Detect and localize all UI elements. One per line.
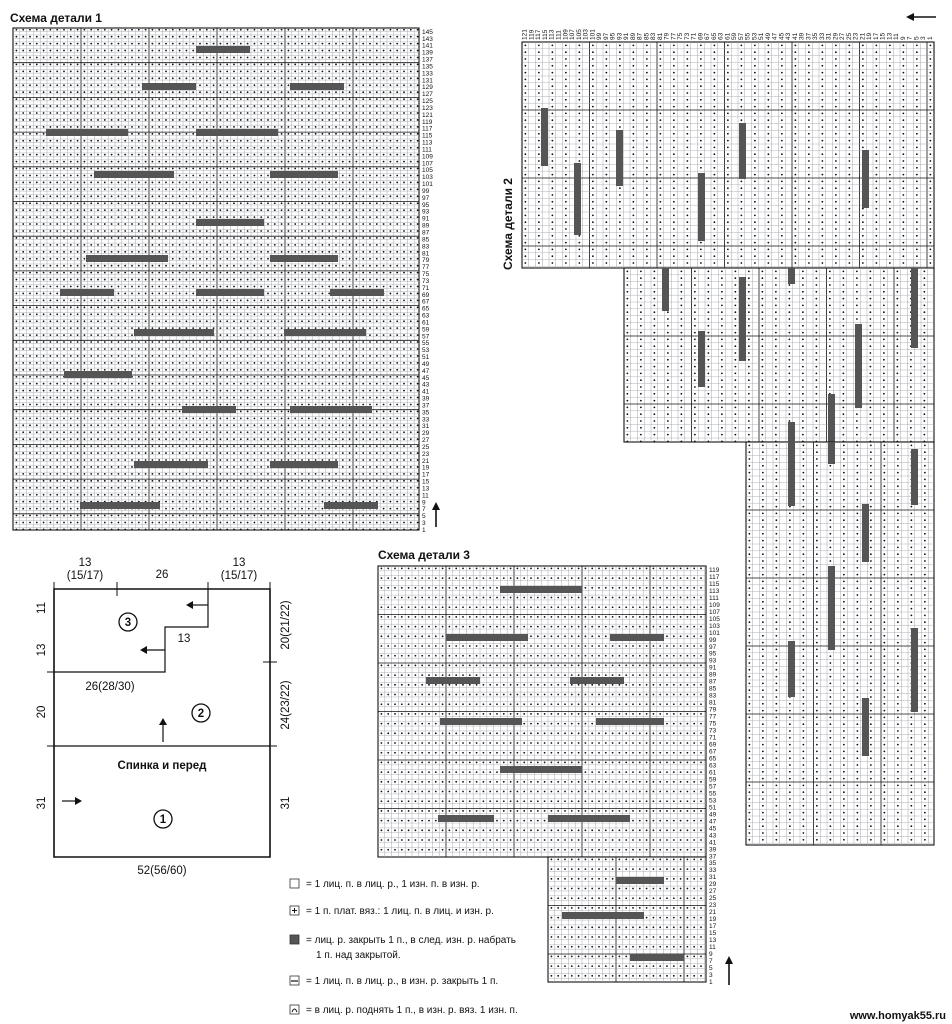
dim-right-middle: 24(23/22) bbox=[280, 680, 292, 730]
row-number: 89 bbox=[422, 222, 430, 230]
row-number: 77 bbox=[422, 264, 430, 272]
chart-3-grid bbox=[378, 566, 706, 982]
buttonhole-bar bbox=[196, 289, 264, 296]
row-number: 69 bbox=[709, 741, 717, 749]
row-number: 119 bbox=[709, 566, 720, 574]
row-number: 105 bbox=[709, 615, 720, 623]
buttonhole-bar bbox=[500, 766, 582, 773]
row-number: 7 bbox=[709, 958, 713, 966]
row-number: 107 bbox=[709, 608, 720, 616]
legend-item-3: = лиц. р. закрыть 1 п., в след. изн. р. набрать bbox=[306, 935, 516, 946]
buttonhole-bar bbox=[541, 108, 548, 166]
column-number: 117 bbox=[535, 29, 543, 40]
dim-left-top: 11 bbox=[36, 602, 48, 614]
part-1-number: 1 bbox=[159, 814, 167, 826]
row-number: 11 bbox=[422, 492, 429, 500]
column-number: 55 bbox=[744, 32, 752, 40]
row-number: 113 bbox=[422, 139, 433, 147]
buttonhole-bar bbox=[182, 406, 236, 413]
row-number: 9 bbox=[709, 951, 713, 959]
buttonhole-bar bbox=[739, 277, 746, 361]
buttonhole-bar bbox=[862, 504, 869, 562]
buttonhole-bar bbox=[911, 449, 918, 505]
row-number: 95 bbox=[709, 650, 717, 658]
buttonhole-bar bbox=[698, 173, 705, 241]
row-number: 23 bbox=[709, 902, 717, 910]
row-number: 21 bbox=[422, 457, 430, 465]
row-number: 27 bbox=[709, 888, 717, 896]
part-2-number: 2 bbox=[197, 708, 205, 720]
column-number: 11 bbox=[893, 33, 901, 40]
row-number: 105 bbox=[422, 167, 433, 175]
row-number: 55 bbox=[422, 340, 430, 348]
column-number: 113 bbox=[548, 29, 556, 40]
buttonhole-bar bbox=[862, 698, 869, 756]
chart-2-column-numbers bbox=[522, 29, 934, 40]
row-number: 53 bbox=[422, 347, 430, 355]
column-number: 65 bbox=[710, 32, 718, 40]
row-number: 55 bbox=[709, 790, 717, 798]
row-number: 9 bbox=[422, 499, 426, 507]
row-number: 111 bbox=[422, 146, 432, 154]
row-number: 119 bbox=[422, 118, 433, 126]
row-number: 39 bbox=[709, 846, 717, 854]
column-number: 15 bbox=[879, 32, 887, 40]
row-number: 121 bbox=[422, 111, 433, 119]
row-number: 133 bbox=[422, 70, 433, 78]
column-number: 63 bbox=[717, 32, 725, 40]
row-number: 135 bbox=[422, 63, 433, 71]
row-number: 29 bbox=[422, 430, 430, 438]
column-number: 93 bbox=[616, 32, 624, 40]
row-number: 101 bbox=[422, 181, 433, 189]
column-number: 79 bbox=[663, 32, 671, 40]
row-number: 43 bbox=[709, 832, 717, 840]
column-number: 47 bbox=[771, 32, 779, 40]
row-number: 15 bbox=[709, 930, 717, 938]
row-number: 5 bbox=[709, 964, 713, 972]
column-number: 7 bbox=[906, 36, 914, 40]
buttonhole-bar bbox=[290, 406, 372, 413]
buttonhole-bar bbox=[828, 566, 835, 650]
column-number: 43 bbox=[785, 32, 793, 40]
buttonhole-bar bbox=[548, 815, 630, 822]
row-number: 21 bbox=[709, 909, 717, 917]
row-number: 45 bbox=[709, 825, 717, 833]
column-number: 29 bbox=[832, 32, 840, 40]
dim-right-bottom: 31 bbox=[280, 796, 292, 810]
buttonhole-bar bbox=[134, 461, 208, 468]
row-number: 63 bbox=[709, 762, 717, 770]
row-number: 5 bbox=[422, 513, 426, 521]
row-number: 71 bbox=[709, 734, 717, 742]
row-number: 67 bbox=[709, 748, 717, 756]
column-number: 35 bbox=[812, 32, 820, 40]
row-number: 31 bbox=[709, 874, 717, 882]
row-number: 65 bbox=[709, 755, 717, 763]
column-number: 111 bbox=[555, 30, 563, 40]
column-number: 83 bbox=[650, 32, 658, 40]
dim-top-right: 13 bbox=[232, 557, 246, 569]
row-number: 7 bbox=[422, 506, 426, 514]
buttonhole-bar bbox=[788, 641, 795, 697]
buttonhole-bar bbox=[64, 371, 132, 378]
column-number: 49 bbox=[764, 32, 772, 40]
row-number: 143 bbox=[422, 35, 433, 43]
row-number: 13 bbox=[709, 937, 717, 945]
row-number: 113 bbox=[709, 587, 720, 595]
column-number: 95 bbox=[609, 32, 617, 40]
row-number: 93 bbox=[709, 657, 717, 665]
legend-knit-purl-icon bbox=[290, 879, 299, 888]
buttonhole-bar bbox=[270, 171, 338, 178]
buttonhole-bar bbox=[196, 129, 278, 136]
dim-inner-step: 13 bbox=[177, 633, 191, 645]
dim-right-top: 20(21/22) bbox=[280, 600, 292, 650]
column-number: 73 bbox=[683, 32, 691, 40]
buttonhole-bar bbox=[788, 422, 795, 506]
row-number: 85 bbox=[422, 236, 430, 244]
row-number: 71 bbox=[422, 284, 430, 292]
row-number: 95 bbox=[422, 201, 430, 209]
legend-item-5: = в лиц. р. поднять 1 п., в изн. р. вяз. 1 изн. п. bbox=[306, 1005, 518, 1016]
chart-1-direction-arrow-icon bbox=[432, 502, 440, 527]
buttonhole-bar bbox=[142, 83, 196, 90]
column-number: 23 bbox=[852, 32, 860, 40]
buttonhole-bar bbox=[662, 268, 669, 311]
chart-2-direction-arrow-icon bbox=[906, 13, 936, 21]
buttonhole-bar bbox=[698, 331, 705, 387]
column-number: 105 bbox=[575, 29, 583, 40]
buttonhole-bar bbox=[862, 150, 869, 208]
row-number: 15 bbox=[422, 478, 430, 486]
column-number: 3 bbox=[920, 36, 928, 40]
buttonhole-bar bbox=[574, 163, 581, 235]
row-number: 51 bbox=[709, 804, 717, 812]
row-number: 129 bbox=[422, 84, 433, 92]
row-number: 41 bbox=[422, 388, 430, 396]
column-number: 33 bbox=[818, 32, 826, 40]
row-number: 83 bbox=[709, 692, 717, 700]
row-number: 25 bbox=[709, 895, 717, 903]
buttonhole-bar bbox=[270, 461, 338, 468]
row-number: 111 bbox=[709, 594, 719, 602]
row-number: 83 bbox=[422, 243, 430, 251]
column-number: 69 bbox=[697, 32, 705, 40]
row-number: 97 bbox=[709, 643, 717, 651]
column-number: 13 bbox=[886, 32, 894, 40]
row-number: 63 bbox=[422, 312, 430, 320]
chart-3-row-numbers bbox=[709, 567, 720, 986]
column-number: 51 bbox=[758, 32, 766, 40]
column-number: 41 bbox=[791, 32, 799, 40]
column-number: 71 bbox=[690, 32, 698, 40]
column-number: 109 bbox=[562, 29, 570, 40]
buttonhole-bar bbox=[446, 634, 528, 641]
dim-left-middle: 13 bbox=[36, 643, 48, 657]
dim-top-middle: 26 bbox=[155, 569, 169, 581]
buttonhole-bar bbox=[324, 502, 378, 509]
row-number: 117 bbox=[422, 125, 433, 133]
row-number: 139 bbox=[422, 49, 433, 57]
row-number: 73 bbox=[422, 277, 430, 285]
buttonhole-bar bbox=[828, 394, 835, 442]
column-number: 37 bbox=[805, 32, 813, 40]
row-number: 91 bbox=[709, 664, 717, 672]
row-number: 109 bbox=[709, 601, 720, 609]
dim-left-bottom: 31 bbox=[36, 796, 48, 810]
row-number: 43 bbox=[422, 381, 430, 389]
row-number: 103 bbox=[422, 174, 433, 182]
column-number: 17 bbox=[872, 32, 880, 40]
chart-1-row-numbers bbox=[422, 29, 433, 534]
buttonhole-bar bbox=[426, 677, 480, 684]
column-number: 45 bbox=[778, 32, 786, 40]
column-number: 101 bbox=[589, 29, 597, 40]
column-number: 115 bbox=[541, 29, 549, 40]
row-number: 39 bbox=[422, 395, 430, 403]
legend-item-3-continued: 1 п. над закрытой. bbox=[316, 950, 401, 961]
row-number: 35 bbox=[709, 860, 717, 868]
row-number: 137 bbox=[422, 56, 433, 64]
buttonhole-bar bbox=[610, 634, 664, 641]
row-number: 49 bbox=[422, 360, 430, 368]
buttonhole-bar bbox=[562, 912, 644, 919]
row-number: 101 bbox=[709, 629, 720, 637]
schema-arrowheads bbox=[75, 601, 193, 805]
buttonhole-bar bbox=[196, 46, 250, 53]
legend bbox=[290, 879, 518, 1016]
column-number: 67 bbox=[704, 32, 712, 40]
row-number: 51 bbox=[422, 354, 430, 362]
row-number: 81 bbox=[422, 250, 430, 258]
row-number: 23 bbox=[422, 450, 430, 458]
column-number: 5 bbox=[913, 36, 921, 40]
row-number: 3 bbox=[709, 971, 713, 979]
dim-bottom: 52(56/60) bbox=[137, 865, 187, 877]
row-number: 73 bbox=[709, 727, 717, 735]
row-number: 103 bbox=[709, 622, 720, 630]
row-number: 27 bbox=[422, 437, 430, 445]
dim-top-right-sizes: (15/17) bbox=[220, 570, 258, 582]
column-number: 57 bbox=[737, 32, 745, 40]
row-number: 125 bbox=[422, 98, 433, 106]
chart-1-title: Схема детали 1 bbox=[10, 11, 102, 25]
column-number: 1 bbox=[926, 36, 934, 40]
row-number: 75 bbox=[422, 271, 430, 279]
dim-inner-width: 26(28/30) bbox=[85, 681, 135, 693]
column-number: 19 bbox=[866, 32, 874, 40]
buttonhole-bar bbox=[80, 502, 160, 509]
column-number: 89 bbox=[629, 32, 637, 40]
row-number: 53 bbox=[709, 797, 717, 805]
buttonhole-bar bbox=[596, 718, 664, 725]
row-number: 59 bbox=[422, 326, 430, 334]
row-number: 45 bbox=[422, 374, 430, 382]
buttonhole-bar bbox=[570, 677, 624, 684]
row-number: 107 bbox=[422, 160, 433, 168]
row-number: 75 bbox=[709, 720, 717, 728]
row-number: 65 bbox=[422, 305, 430, 313]
buttonhole-bar bbox=[94, 171, 174, 178]
row-number: 91 bbox=[422, 215, 430, 223]
buttonhole-bar bbox=[630, 954, 684, 961]
column-number: 31 bbox=[825, 32, 833, 40]
row-number: 61 bbox=[422, 319, 430, 327]
row-number: 25 bbox=[422, 443, 430, 451]
part-3-number: 3 bbox=[124, 617, 132, 629]
row-number: 3 bbox=[422, 520, 426, 528]
buttonhole-bar bbox=[739, 123, 746, 179]
column-number: 53 bbox=[751, 32, 759, 40]
row-number: 141 bbox=[422, 42, 433, 50]
column-number: 121 bbox=[521, 29, 529, 40]
buttonhole-bar bbox=[616, 130, 623, 186]
column-number: 59 bbox=[731, 32, 739, 40]
row-number: 61 bbox=[709, 769, 717, 777]
row-number: 19 bbox=[709, 916, 717, 924]
column-number: 61 bbox=[724, 32, 732, 40]
chart-2-title: Схема детали 2 bbox=[501, 178, 515, 270]
row-number: 79 bbox=[422, 257, 430, 265]
legend-twisted-stitch-icon bbox=[290, 906, 299, 915]
row-number: 89 bbox=[709, 671, 717, 679]
row-number: 13 bbox=[422, 485, 430, 493]
row-number: 49 bbox=[709, 811, 717, 819]
buttonhole-bar bbox=[196, 219, 264, 226]
row-number: 77 bbox=[709, 713, 717, 721]
row-number: 17 bbox=[709, 923, 717, 931]
column-number: 25 bbox=[845, 32, 853, 40]
buttonhole-bar bbox=[855, 324, 862, 408]
row-number: 93 bbox=[422, 208, 430, 216]
row-number: 31 bbox=[422, 423, 430, 431]
row-number: 109 bbox=[422, 153, 433, 161]
row-number: 69 bbox=[422, 291, 430, 299]
row-number: 145 bbox=[422, 28, 433, 36]
dim-top-left: 13 bbox=[78, 557, 92, 569]
row-number: 117 bbox=[709, 573, 720, 581]
row-number: 37 bbox=[709, 853, 717, 861]
row-number: 57 bbox=[709, 783, 717, 791]
column-number: 27 bbox=[839, 32, 847, 40]
row-number: 47 bbox=[709, 818, 717, 826]
buttonhole-bar bbox=[438, 815, 494, 822]
column-number: 87 bbox=[636, 32, 644, 40]
row-number: 33 bbox=[709, 867, 717, 875]
legend-bind-off-icon bbox=[290, 976, 299, 985]
schema-dimensions bbox=[36, 557, 292, 877]
buttonhole-bar bbox=[284, 329, 366, 336]
buttonhole-bar bbox=[500, 586, 582, 593]
dim-top-left-sizes: (15/17) bbox=[66, 570, 104, 582]
buttonhole-bar bbox=[60, 289, 114, 296]
row-number: 87 bbox=[709, 678, 717, 686]
row-number: 35 bbox=[422, 409, 430, 417]
column-number: 119 bbox=[528, 29, 536, 40]
row-number: 1 bbox=[709, 978, 713, 986]
legend-pick-up-icon bbox=[290, 1005, 299, 1014]
row-number: 41 bbox=[709, 839, 717, 847]
column-number: 85 bbox=[643, 32, 651, 40]
buttonhole-bar bbox=[86, 255, 168, 262]
row-number: 59 bbox=[709, 776, 717, 784]
row-number: 115 bbox=[422, 132, 433, 140]
buttonhole-bar bbox=[134, 329, 214, 336]
row-number: 33 bbox=[422, 416, 430, 424]
column-number: 77 bbox=[670, 32, 678, 40]
legend-buttonhole-icon bbox=[290, 935, 299, 944]
row-number: 127 bbox=[422, 91, 433, 99]
row-number: 85 bbox=[709, 685, 717, 693]
row-number: 81 bbox=[709, 699, 717, 707]
legend-item-1: = 1 лиц. п. в лиц. р., 1 изн. п. в изн. р. bbox=[306, 879, 480, 890]
chart-1 bbox=[10, 11, 440, 534]
chart-1-grid bbox=[13, 28, 419, 530]
chart-3-title: Схема детали 3 bbox=[378, 548, 470, 562]
row-number: 99 bbox=[709, 636, 717, 644]
row-number: 79 bbox=[709, 706, 717, 714]
buttonhole-bar bbox=[828, 442, 835, 464]
row-number: 11 bbox=[709, 944, 716, 952]
legend-item-4: = 1 лиц. п. в лиц. р., в изн. р. закрыть 1 п. bbox=[306, 976, 499, 987]
legend-item-2: = 1 п. плат. вяз.: 1 лиц. п. в лиц. и изн. р. bbox=[306, 906, 494, 917]
chart-3-direction-arrow-icon bbox=[725, 956, 733, 985]
row-number: 97 bbox=[422, 194, 430, 202]
column-number: 21 bbox=[859, 32, 867, 40]
row-number: 123 bbox=[422, 104, 433, 112]
column-number: 99 bbox=[596, 32, 604, 40]
buttonhole-bar bbox=[911, 268, 918, 348]
column-number: 81 bbox=[656, 32, 664, 40]
column-number: 91 bbox=[623, 32, 631, 40]
row-number: 99 bbox=[422, 187, 430, 195]
buttonhole-bar bbox=[330, 289, 384, 296]
column-number: 75 bbox=[677, 32, 685, 40]
watermark: www.homyak55.ru bbox=[849, 1010, 946, 1022]
column-number: 103 bbox=[582, 29, 590, 40]
row-number: 67 bbox=[422, 298, 430, 306]
row-number: 47 bbox=[422, 367, 430, 375]
row-number: 19 bbox=[422, 464, 430, 472]
buttonhole-bar bbox=[270, 255, 338, 262]
row-number: 115 bbox=[709, 580, 720, 588]
row-number: 131 bbox=[422, 77, 433, 85]
row-number: 37 bbox=[422, 402, 430, 410]
column-number: 107 bbox=[569, 29, 577, 40]
column-number: 9 bbox=[899, 36, 907, 40]
row-number: 29 bbox=[709, 881, 717, 889]
buttonhole-bar bbox=[616, 877, 664, 884]
buttonhole-bar bbox=[911, 628, 918, 712]
row-number: 57 bbox=[422, 333, 430, 341]
column-number: 97 bbox=[602, 32, 610, 40]
buttonhole-bar bbox=[788, 268, 795, 284]
buttonhole-bar bbox=[440, 718, 522, 725]
dim-left-lower: 20 bbox=[36, 705, 48, 719]
row-number: 1 bbox=[422, 526, 426, 534]
column-number: 39 bbox=[798, 32, 806, 40]
row-number: 87 bbox=[422, 229, 430, 237]
buttonhole-bar bbox=[290, 83, 344, 90]
chart-3 bbox=[378, 548, 733, 986]
row-number: 17 bbox=[422, 471, 430, 479]
buttonhole-bar bbox=[46, 129, 128, 136]
schema-label: Спинка и перед bbox=[117, 760, 207, 772]
